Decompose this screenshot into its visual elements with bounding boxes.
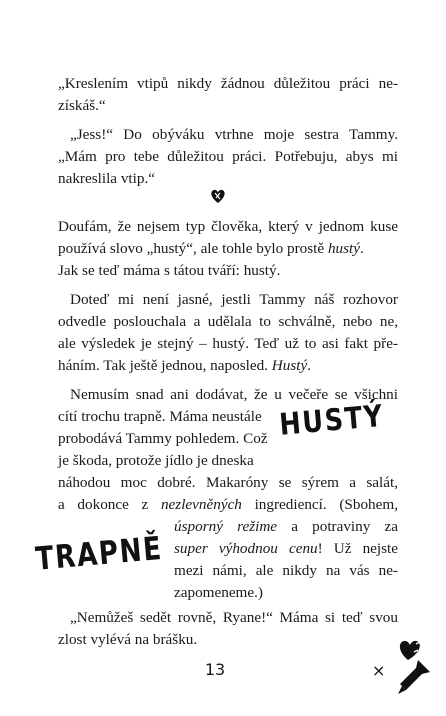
heart-doodle-icon [208, 186, 228, 206]
text-span: háním. Tak ještě jednou, naposled. [58, 357, 272, 374]
text-line: „Kreslením vtipů nikdy žádnou důležitou práci ne- [58, 75, 398, 92]
text-line: probodává Tammy pohledem. Což [58, 430, 268, 447]
text-span: a dokonce z [58, 496, 161, 513]
text-line [174, 539, 398, 559]
text-line: zlost vylévá na brášku. [58, 631, 198, 648]
text-line: „Jess!“ Do obýváku vtrhne moje sestra Tammy. [70, 126, 398, 143]
text-line: „Mám pro tebe důležitou práci. Potřebuju, abys mi [58, 148, 398, 165]
italic-span: super výhodnou cenu [174, 540, 318, 557]
text-line: získáš.“ [58, 97, 106, 114]
text-line: Nemusím snad ani dodávat, že u večeře se všichni [70, 386, 398, 403]
text-span: . [307, 357, 312, 374]
text-span: používá slovo „hustý“, ale tohle bylo prostě [58, 240, 328, 257]
italic-span: hustý [327, 240, 361, 257]
text-span: ! Už nejste [317, 540, 398, 557]
text-span: a potraviny za [277, 518, 398, 535]
text-line: nakreslila vtip.“ [58, 170, 155, 187]
svg-text:×: × [372, 661, 386, 680]
text-line: Jak se teď máma s tátou tváří: hustý. [58, 262, 281, 279]
italic-span: nezlevněných [160, 496, 242, 513]
italic-span: Hustý [271, 357, 308, 374]
trapne-doodle: TRAPNĚ [34, 528, 165, 578]
text-line: ale výsledek je stejný – hustý. Teď už to asi fakt pře- [58, 335, 398, 352]
text-line: náhodou moc dobré. Makaróny se sýrem a salát, [58, 474, 398, 491]
text-span: ingrediencí. (Sbohem, [241, 496, 398, 513]
text-span: . [360, 240, 364, 257]
text-line: mezi námi, ale nikdy na vás ne- [174, 562, 398, 579]
text-line [174, 517, 398, 537]
text-line: cítí trochu trapně. Máma neustále [58, 408, 262, 425]
text-line [58, 356, 311, 376]
text-line: odvedle poslouchala a udělala to schválně, nebo ne, [58, 313, 398, 330]
text-line: Doufám, že nejsem typ člověka, který v jednom kuse [58, 218, 398, 235]
text-line [58, 239, 364, 259]
text-line: je škoda, protože jídlo je dneska [58, 452, 254, 469]
hustry-doodle: HUSTÝ [278, 398, 386, 443]
page-number: 13 [204, 660, 226, 679]
italic-span: úsporný režime [174, 518, 278, 535]
text-line: „Nemůžeš sedět rovně, Ryane!“ Máma si teď svou [70, 609, 398, 626]
text-line [58, 495, 398, 515]
text-line: Doteď mi není jasné, jestli Tammy náš rozhovor [70, 291, 398, 308]
text-line: zapomeneme.) [174, 584, 263, 601]
heart-arrow-doodle-icon [368, 632, 438, 702]
